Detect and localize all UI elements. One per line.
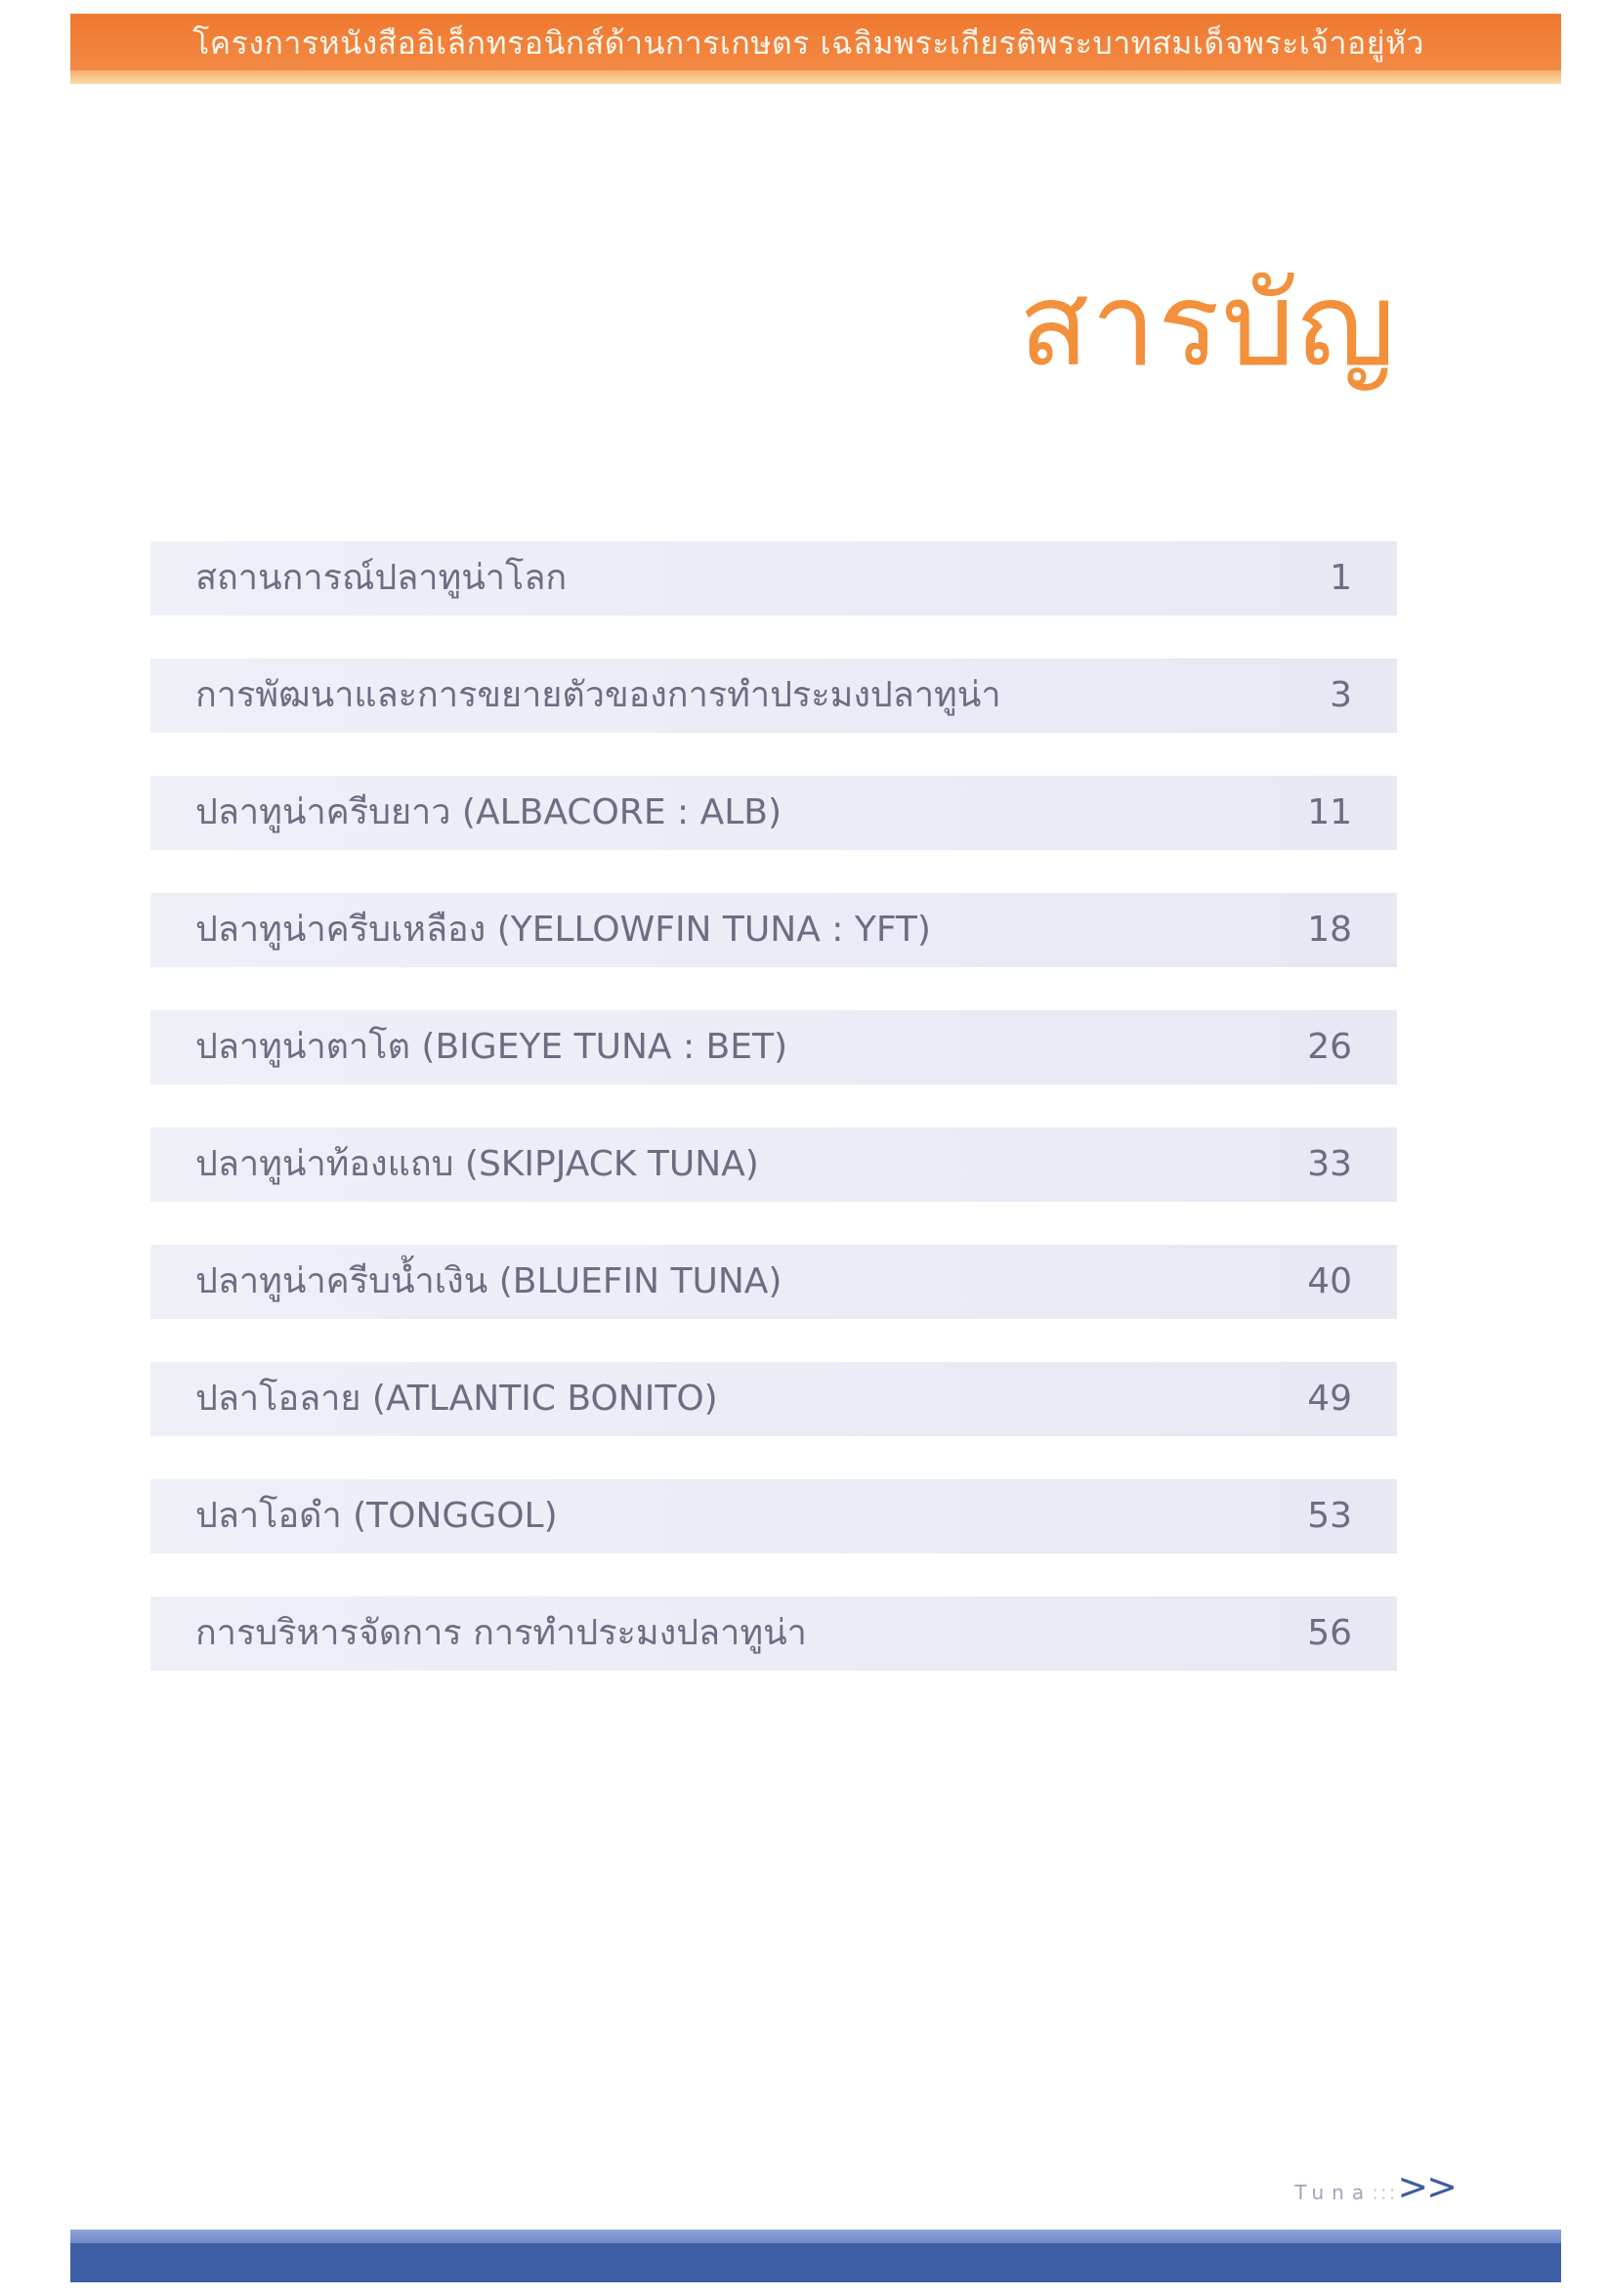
top-banner bbox=[70, 14, 1561, 70]
toc-page-number: 3 bbox=[1330, 675, 1352, 715]
table-of-contents bbox=[150, 541, 1397, 1714]
toc-row[interactable] bbox=[150, 1127, 1397, 1202]
page-title: สารบัญ bbox=[1018, 257, 1397, 392]
toc-row[interactable] bbox=[150, 1596, 1397, 1671]
toc-label: ปลาทูน่าครีบเหลือง (YELLOWFIN TUNA : YFT) bbox=[195, 910, 931, 950]
toc-row[interactable] bbox=[150, 1010, 1397, 1084]
toc-label: ปลาทูน่าตาโต (BIGEYE TUNA : BET) bbox=[195, 1027, 788, 1067]
banner-text: โครงการหนังสืออิเล็กทรอนิกส์ด้านการเกษตร เฉลิมพระเกียรติพระบาทสมเด็จพระเจ้าอยู่หัว bbox=[192, 24, 1424, 62]
toc-label: การพัฒนาและการขยายตัวของการทำประมงปลาทูน่า bbox=[195, 675, 1001, 715]
toc-page-number: 33 bbox=[1307, 1144, 1352, 1184]
toc-label: การบริหารจัดการ การทำประมงปลาทูน่า bbox=[195, 1613, 807, 1653]
toc-row[interactable] bbox=[150, 659, 1397, 733]
next-page-arrow-icon[interactable]: >> bbox=[1397, 2165, 1456, 2208]
toc-row[interactable] bbox=[150, 776, 1397, 850]
toc-label: สถานการณ์ปลาทูน่าโลก bbox=[195, 558, 568, 598]
bottom-banner bbox=[70, 2243, 1561, 2282]
toc-label: ปลาทูน่าครีบยาว (ALBACORE : ALB) bbox=[195, 792, 783, 832]
footer-tag bbox=[1294, 2165, 1456, 2208]
toc-row[interactable] bbox=[150, 1479, 1397, 1553]
toc-row[interactable] bbox=[150, 541, 1397, 616]
toc-page-number: 56 bbox=[1307, 1613, 1352, 1653]
toc-row[interactable] bbox=[150, 1245, 1397, 1319]
top-banner-stripe bbox=[70, 70, 1561, 84]
toc-page-number: 49 bbox=[1307, 1379, 1352, 1419]
toc-row[interactable] bbox=[150, 1362, 1397, 1436]
toc-page-number: 26 bbox=[1307, 1027, 1352, 1067]
footer-book-name: Tuna bbox=[1294, 2181, 1373, 2204]
toc-label: ปลาทูน่าท้องแถบ (SKIPJACK TUNA) bbox=[195, 1144, 759, 1184]
toc-label: ปลาโอดำ (TONGGOL) bbox=[195, 1496, 558, 1536]
bottom-stripe bbox=[70, 2230, 1561, 2243]
footer-dots: ::: bbox=[1372, 2181, 1398, 2204]
toc-page-number: 1 bbox=[1330, 558, 1352, 598]
toc-page-number: 53 bbox=[1307, 1496, 1352, 1536]
toc-label: ปลาทูน่าครีบน้ำเงิน (BLUEFIN TUNA) bbox=[195, 1261, 783, 1301]
toc-page-number: 40 bbox=[1307, 1261, 1352, 1301]
toc-page-number: 11 bbox=[1307, 792, 1352, 832]
toc-page-number: 18 bbox=[1307, 910, 1352, 950]
toc-label: ปลาโอลาย (ATLANTIC BONITO) bbox=[195, 1379, 718, 1419]
toc-row[interactable] bbox=[150, 893, 1397, 967]
